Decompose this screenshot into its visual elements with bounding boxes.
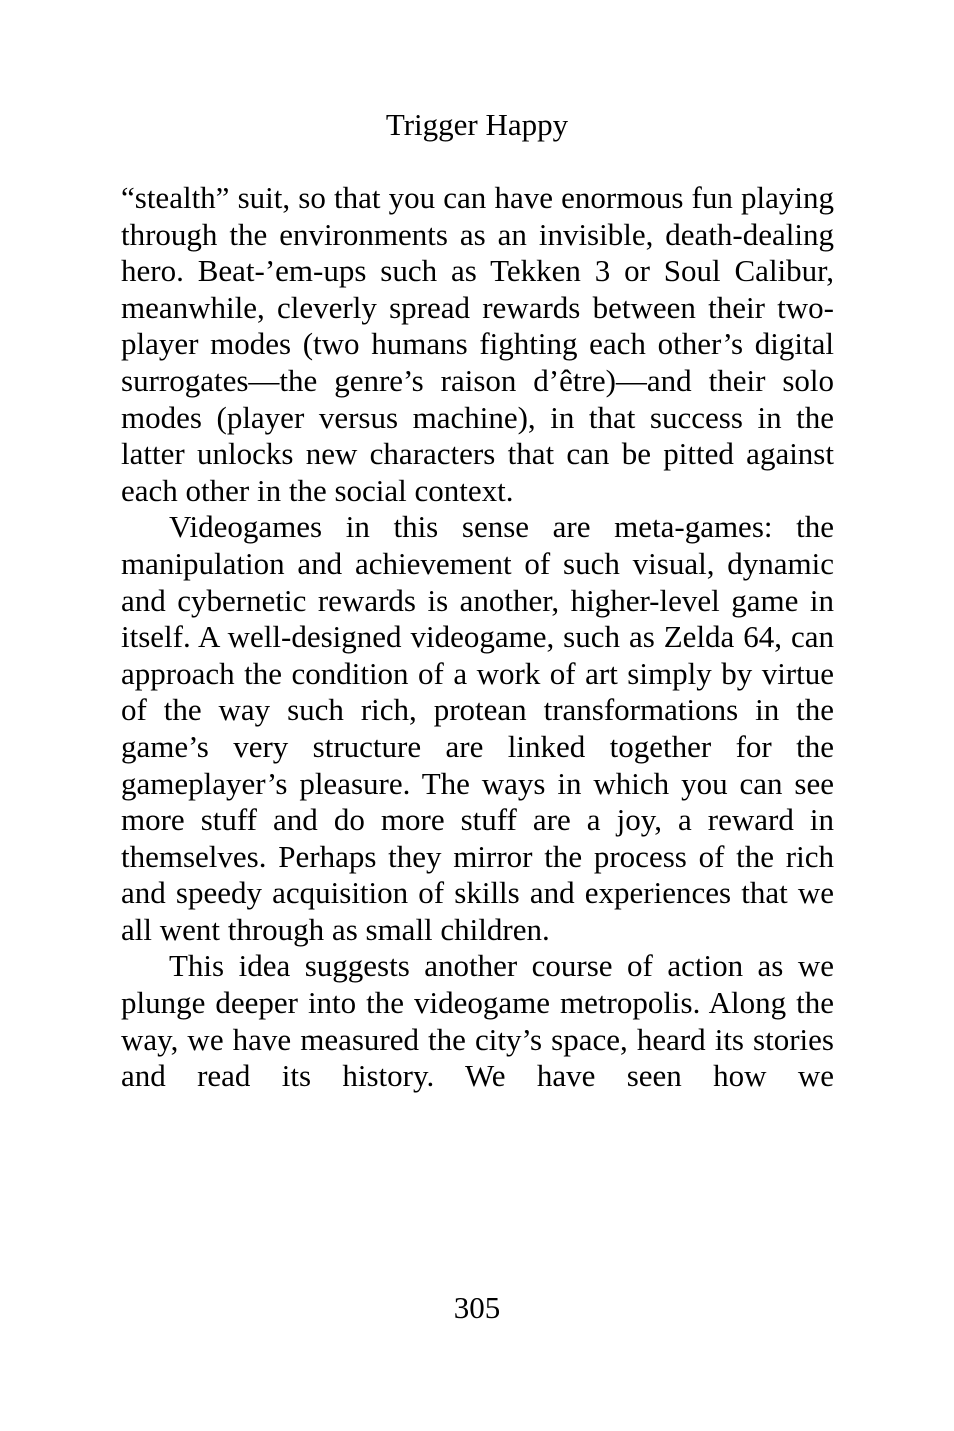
paragraph-3: This idea suggests another course of action as we plunge deeper into the videogame metropolis. Along the way, we have measured the city’s space, heard its stories and read its history. We have seen how we — [121, 948, 834, 1094]
paragraph-2: Videogames in this sense are meta-games: the manipulation and achievement of such visual, dynamic and cybernetic rewards is another, higher-level game in itself. A well-designed videogame, such as Zelda 64, can approach the condition of a work of art simply by virtue of the way such rich, protean transformations in the game’s very structure are linked together for the gameplayer’s pleasure. The ways in which you can see more stuff and do more stuff are a joy, a reward in themselves. Perhaps they mirror the process of the rich and speedy acquisition of skills and experiences that we all went through as small children. — [121, 509, 834, 947]
paragraph-1: “stealth” suit, so that you can have enormous fun playing through the environments as an invisible, death-dealing hero. Beat-’em-ups such as Tekken 3 or Soul Calibur, meanwhile, cleverly spread rewards between their two-player modes (two humans fighting each other’s digital surrogates—the genre’s raison d’être)—and their solo modes (player versus machine), in that success in the latter unlocks new characters that can be pitted against each other in the social context. — [121, 180, 834, 508]
running-title: Trigger Happy — [385, 107, 569, 142]
body-text — [121, 180, 834, 1095]
page-number: 305 — [453, 1290, 501, 1325]
